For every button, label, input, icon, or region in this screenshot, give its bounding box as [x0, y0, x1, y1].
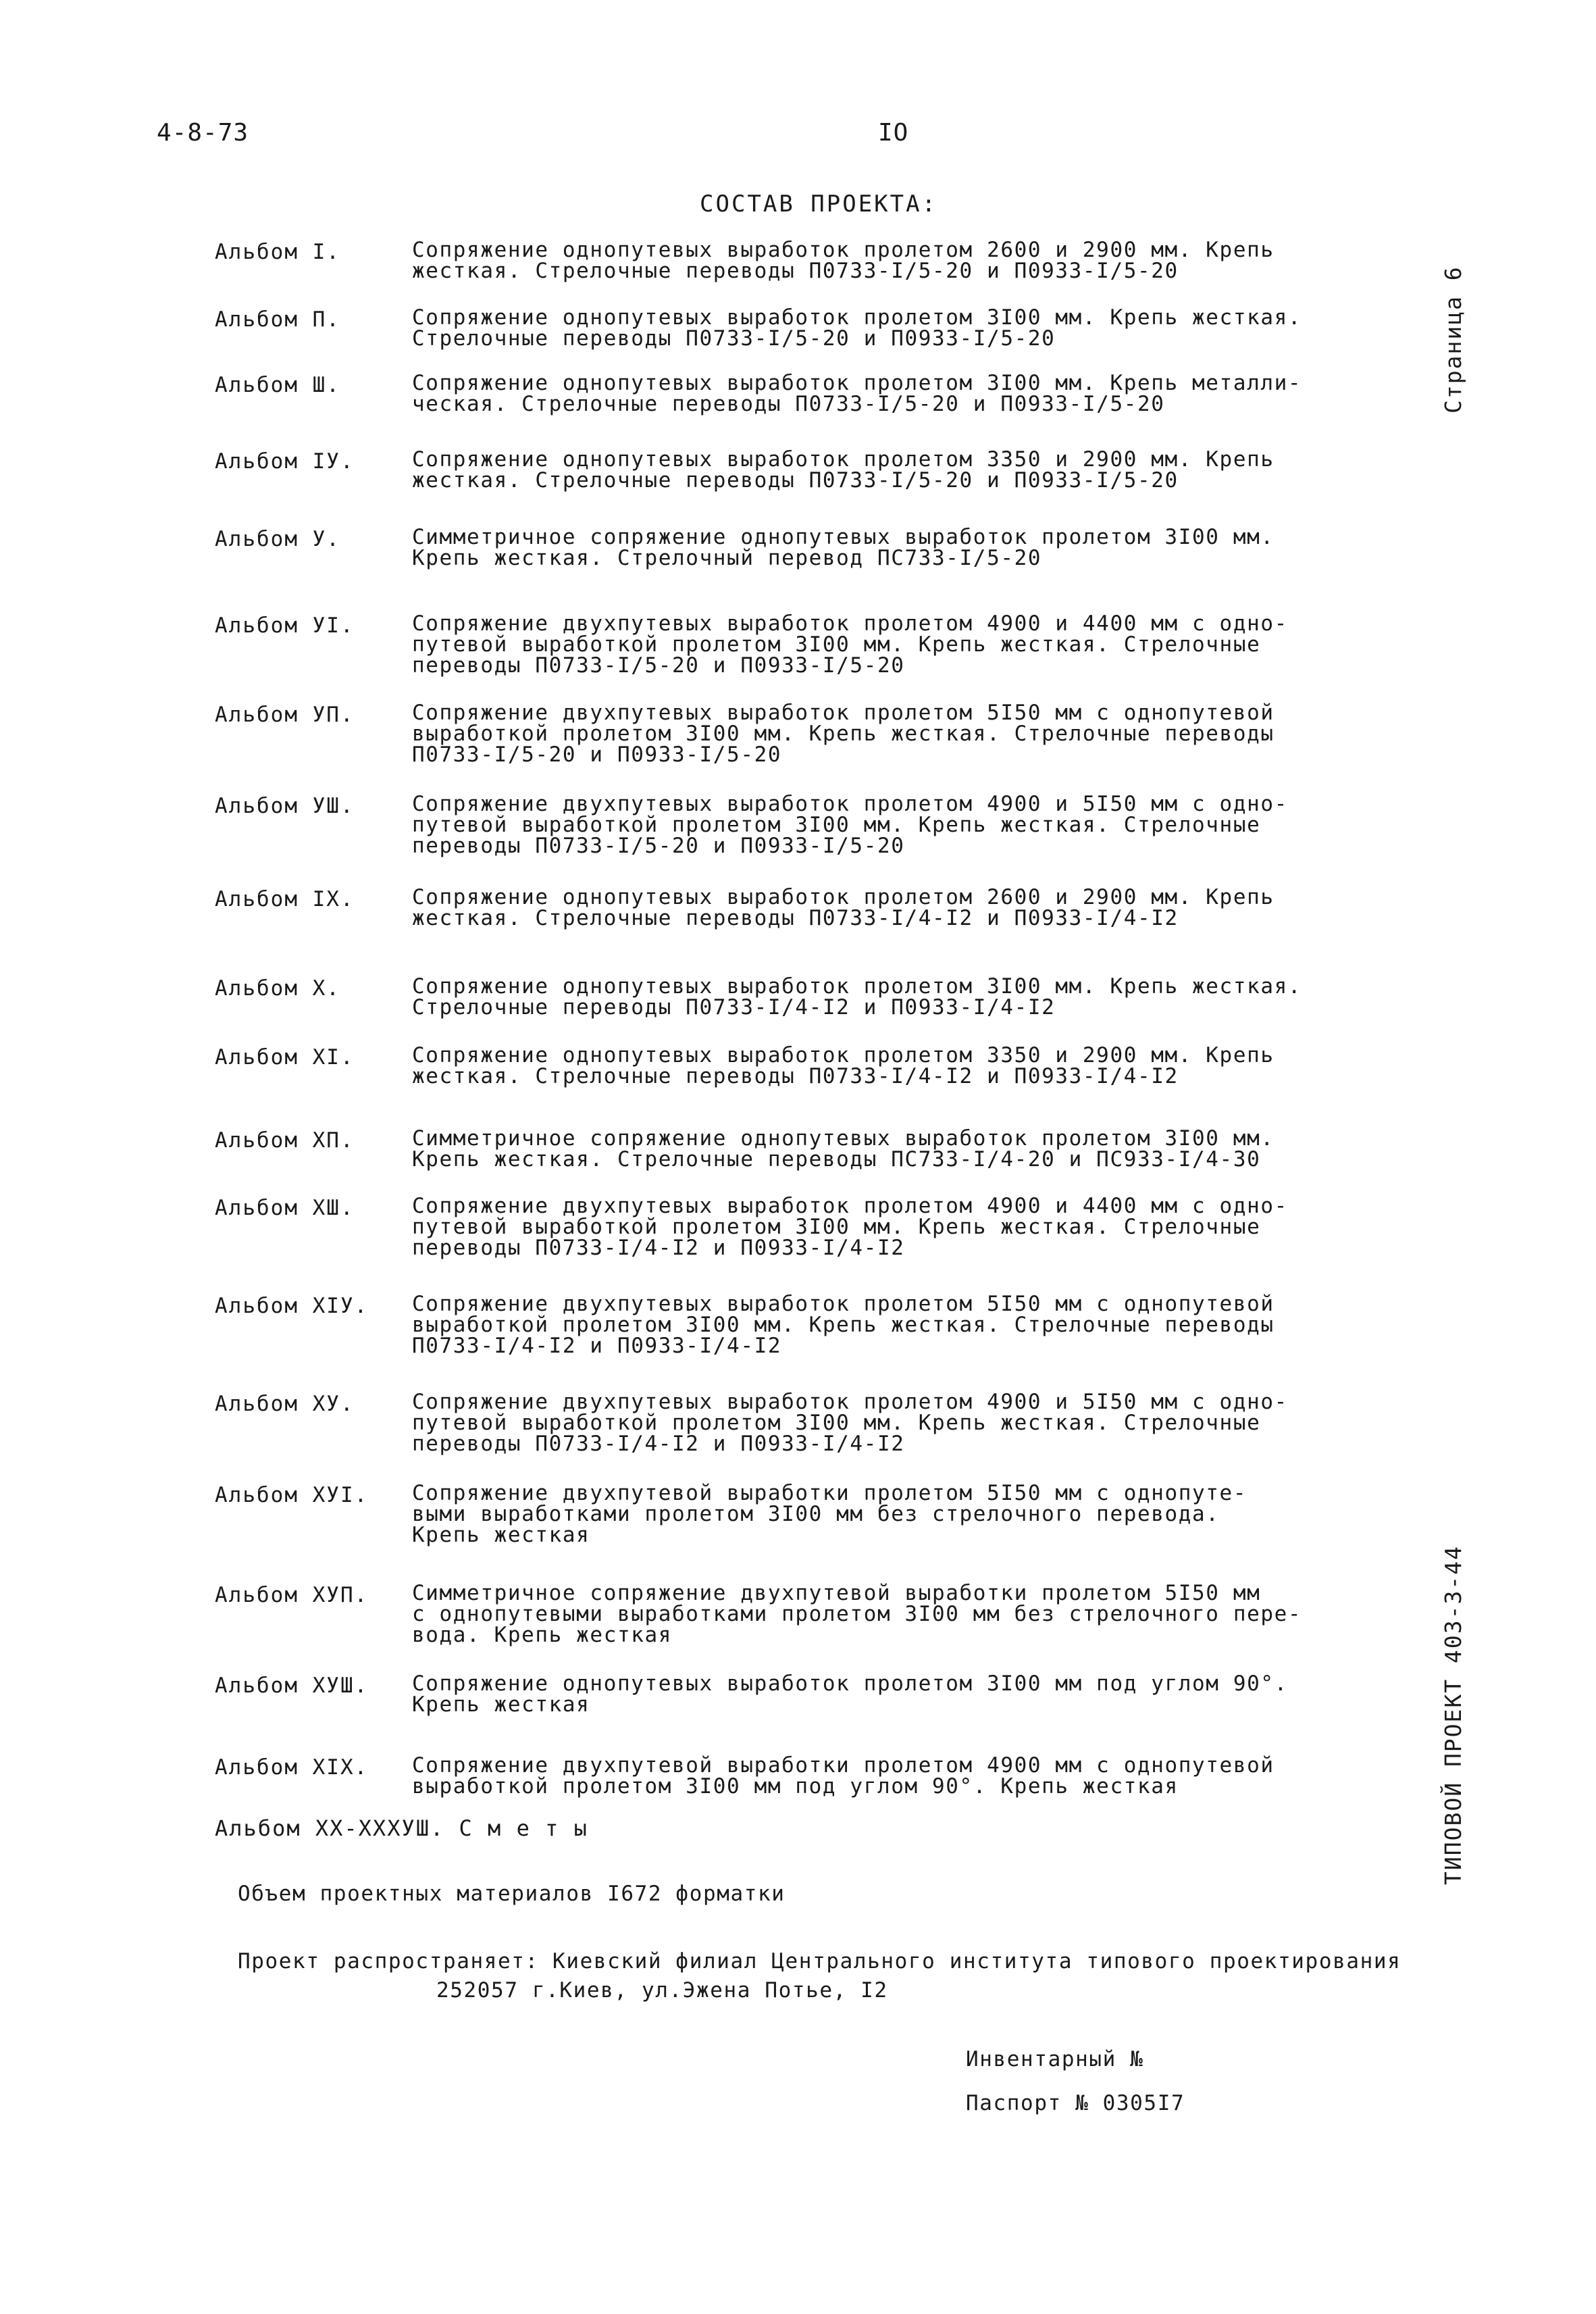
album-description: Сопряжение двухпутевых выработок пролетом 4900 и 5I50 мм с одно- путевой выработкой пролетом 3I00 мм. Крепь жесткая. Стрелочные переводы П0733-I/5-20 и П0933-I/5-20: [412, 792, 1288, 858]
album-description: Сопряжение двухпутевых выработок пролетом 4900 и 4400 мм с одно- путевой выработкой пролетом 3I00 мм. Крепь жесткая. Стрелочные переводы П0733-I/4-I2 и П0933-I/4-I2: [412, 1194, 1288, 1260]
album-label: Альбом XП.: [215, 1128, 355, 1153]
album-description: Сопряжение двухпутевой выработки пролетом 5I50 мм с однопуте- выми выработками пролетом 3I00 мм без стрелочного перевода. Крепь жесткая: [412, 1481, 1247, 1547]
album-label: Альбом УШ.: [215, 794, 355, 818]
album-label: Альбом IX.: [215, 887, 355, 911]
album-label: Альбом IУ.: [215, 449, 355, 474]
album-label: Альбом УI.: [215, 613, 355, 638]
album-description: Сопряжение однопутевых выработок пролетом 3I00 мм. Крепь жесткая. Стрелочные переводы П0733-I/4-I2 и П0933-I/4-I2: [412, 974, 1302, 1020]
album-description: Сопряжение двухпутевых выработок пролетом 4900 и 5I50 мм с одно- путевой выработкой пролетом 3I00 мм. Крепь жесткая. Стрелочные переводы П0733-I/4-I2 и П0933-I/4-I2: [412, 1390, 1288, 1456]
album-label: Альбом XIX.: [215, 1755, 369, 1780]
inventory-number: Инвентарный №: [966, 2047, 1144, 2071]
album-description: Симметричное сопряжение однопутевых выработок пролетом 3I00 мм. Крепь жесткая. Стрелочный перевод ПС733-I/5-20: [412, 525, 1275, 570]
album-description: Сопряжение однопутевых выработок пролетом 3350 и 2900 мм. Крепь жесткая. Стрелочные переводы П0733-I/5-20 и П0933-I/5-20: [412, 447, 1275, 493]
album-description: Симметричное сопряжение двухпутевой выработки пролетом 5I50 мм с однопутевыми выработками пролетом 3I00 мм без стрелочного пере- вода. Крепь жесткая: [412, 1581, 1302, 1647]
album-description: Симметричное сопряжение однопутевых выработок пролетом 3I00 мм. Крепь жесткая. Стрелочные переводы ПС733-I/4-20 и ПС933-I/4-30: [412, 1126, 1275, 1172]
document-code: 4-8-73: [157, 119, 249, 147]
album-description: Сопряжение двухпутевых выработок пролетом 4900 и 4400 мм с одно- путевой выработкой пролетом 3I00 мм. Крепь жесткая. Стрелочные переводы П0733-I/5-20 и П0933-I/5-20: [412, 611, 1288, 678]
album-label: Альбом XIУ.: [215, 1294, 369, 1318]
album-description: Сопряжение двухпутевой выработки пролетом 4900 мм с однопутевой выработкой пролетом 3I00 мм под углом 90°. Крепь жесткая: [412, 1753, 1275, 1799]
album-description: Сопряжение однопутевых выработок пролетом 3I00 мм. Крепь жесткая. Стрелочные переводы П0733-I/5-20 и П0933-I/5-20: [412, 305, 1302, 351]
album-label: Альбом П.: [215, 307, 340, 332]
album-label: Альбом XУ.: [215, 1392, 355, 1416]
album-description: Сопряжение однопутевых выработок пролетом 2600 и 2900 мм. Крепь жесткая. Стрелочные переводы П0733-I/5-20 и П0933-I/5-20: [412, 238, 1275, 283]
side-project-label: ТИПОВОЙ ПРОЕКТ 403-3-44: [1440, 1545, 1466, 1885]
album-description: Сопряжение двухпутевых выработок пролетом 5I50 мм с однопутевой выработкой пролетом 3I00 мм. Крепь жесткая. Стрелочные переводы П0733-I/5-20 и П0933-I/5-20: [412, 701, 1275, 767]
album-description: Сопряжение однопутевых выработок пролетом 3350 и 2900 мм. Крепь жесткая. Стрелочные переводы П0733-I/4-I2 и П0933-I/4-I2: [412, 1043, 1275, 1088]
album-description: Сопряжение двухпутевых выработок пролетом 5I50 мм с однопутевой выработкой пролетом 3I00 мм. Крепь жесткая. Стрелочные переводы П0733-I/4-I2 и П0933-I/4-I2: [412, 1292, 1275, 1358]
address-line: 252057 г.Киев, ул.Эжена Потье, I2: [436, 1978, 888, 2003]
album-label: Альбом XШ.: [215, 1196, 355, 1220]
album-label: Альбом XI.: [215, 1045, 355, 1070]
page-title: СОСТАВ ПРОЕКТА:: [700, 191, 938, 218]
passport-number: Паспорт № 0305I7: [966, 2091, 1185, 2115]
estimates-line: Альбом XX-XXXУШ. С м е т ы: [215, 1815, 588, 1841]
distributor-line: Проект распространяет: Киевский филиал Центрального института типового проектирования: [238, 1949, 1401, 1973]
volume-line: Объем проектных материалов I672 форматки: [238, 1882, 786, 1906]
album-label: Альбом X.: [215, 976, 340, 1001]
page-number: IO: [878, 119, 909, 147]
side-page-label: Страница 6: [1440, 266, 1466, 413]
album-description: Сопряжение однопутевых выработок пролетом 2600 и 2900 мм. Крепь жесткая. Стрелочные переводы П0733-I/4-I2 и П0933-I/4-I2: [412, 885, 1275, 930]
album-description: Сопряжение однопутевых выработок пролетом 3I00 мм под углом 90°. Крепь жесткая: [412, 1671, 1288, 1717]
album-description: Сопряжение однопутевых выработок пролетом 3I00 мм. Крепь металли- ческая. Стрелочные переводы П0733-I/5-20 и П0933-I/5-20: [412, 371, 1302, 416]
album-label: Альбом XУI.: [215, 1483, 369, 1507]
album-label: Альбом I.: [215, 240, 340, 264]
album-label: Альбом XУШ.: [215, 1674, 369, 1698]
album-label: Альбом У.: [215, 527, 340, 551]
album-label: Альбом Ш.: [215, 373, 340, 397]
album-label: Альбом XУП.: [215, 1583, 369, 1607]
album-label: Альбом УП.: [215, 703, 355, 727]
